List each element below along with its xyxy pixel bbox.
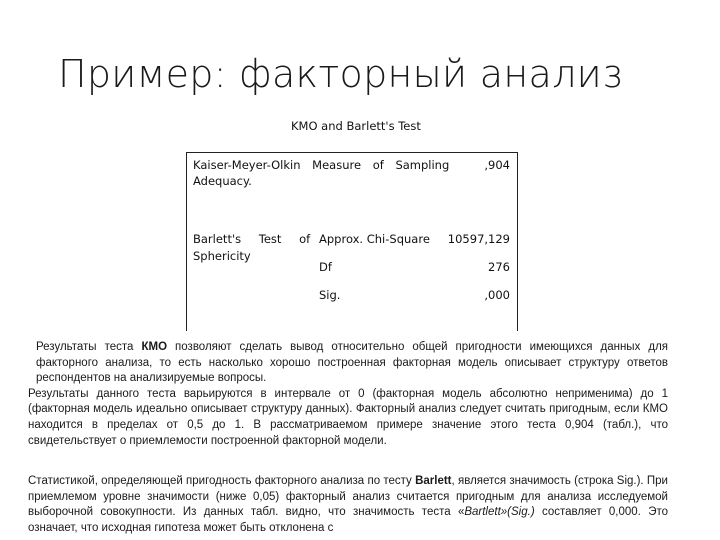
para1-kmo-bold: КМО bbox=[141, 341, 168, 353]
row-chi-square-value: 10597,129 bbox=[447, 232, 510, 246]
bartlett-label-line1: Barlett's Test of bbox=[193, 232, 311, 246]
para3-text-start: Статистикой, определяющей пригодность факторного анализа по тесту bbox=[28, 475, 416, 487]
bartlett-explanation bbox=[28, 474, 668, 536]
para3-text-end: составляет 0,000. Это означает, что исходная гипотеза может быть отклонена с bbox=[28, 506, 668, 534]
para3-bartlett-italic: Bartlett»(Sig.) bbox=[464, 506, 535, 519]
row-df-value: 276 bbox=[488, 260, 510, 274]
row-df-label: Df bbox=[319, 260, 332, 274]
paragraph-kmo-range: Результаты данного теста варьируются в интервале от 0 (факторная модель абсолютно неприменима) до 1 (факторная модель идеально описывает структуру данных). Факторный анализ следует считать пригодным, если КМО находится в пределах от 0,5 до 1. В рассматриваемом примере значение этого теста 0,904 (табл.), что свидетельствует о приемлемости построенной факторной модели. bbox=[28, 387, 668, 447]
para1-text-end: позволяют сделать вывод относительно общей пригодности имеющихся данных для факторного анализа, то есть насколько хорошо построенная факторная модель описывает структуру ответов респондентов на анализируемые вопросы. bbox=[36, 341, 669, 385]
row-chi-square-label: Approx. Chi-Square bbox=[319, 232, 430, 246]
row-sig-value: ,000 bbox=[484, 288, 510, 302]
paragraph-bartlett bbox=[28, 474, 668, 536]
slide-title: Пример: факторный анализ bbox=[58, 52, 623, 96]
kmo-label-line1: Kaiser-Meyer-Olkin Measure of Sampling bbox=[193, 158, 450, 172]
table-caption: KMO and Barlett's Test bbox=[291, 119, 421, 133]
bartlett-label-line2: Sphericity bbox=[193, 249, 251, 263]
para1-text-start: Результаты теста bbox=[36, 341, 142, 353]
para3-text-middle: , является значимость (строка Sig.). При приемлемом уровне значимости (ниже 0,05) факторный анализ считается пригодным для анализа исследуемой выборочной совокупности. Из данных табл. видно, что значимость теста « bbox=[28, 475, 668, 519]
row-sig-label: Sig. bbox=[319, 288, 341, 302]
kmo-label-line2: Adequacy. bbox=[193, 174, 252, 188]
kmo-value: ,904 bbox=[484, 158, 510, 172]
kmo-explanation bbox=[28, 340, 668, 449]
paragraph-kmo bbox=[28, 340, 668, 387]
para3-barlett-bold: Barlett bbox=[415, 475, 452, 487]
kmo-bartlett-table bbox=[183, 112, 518, 330]
